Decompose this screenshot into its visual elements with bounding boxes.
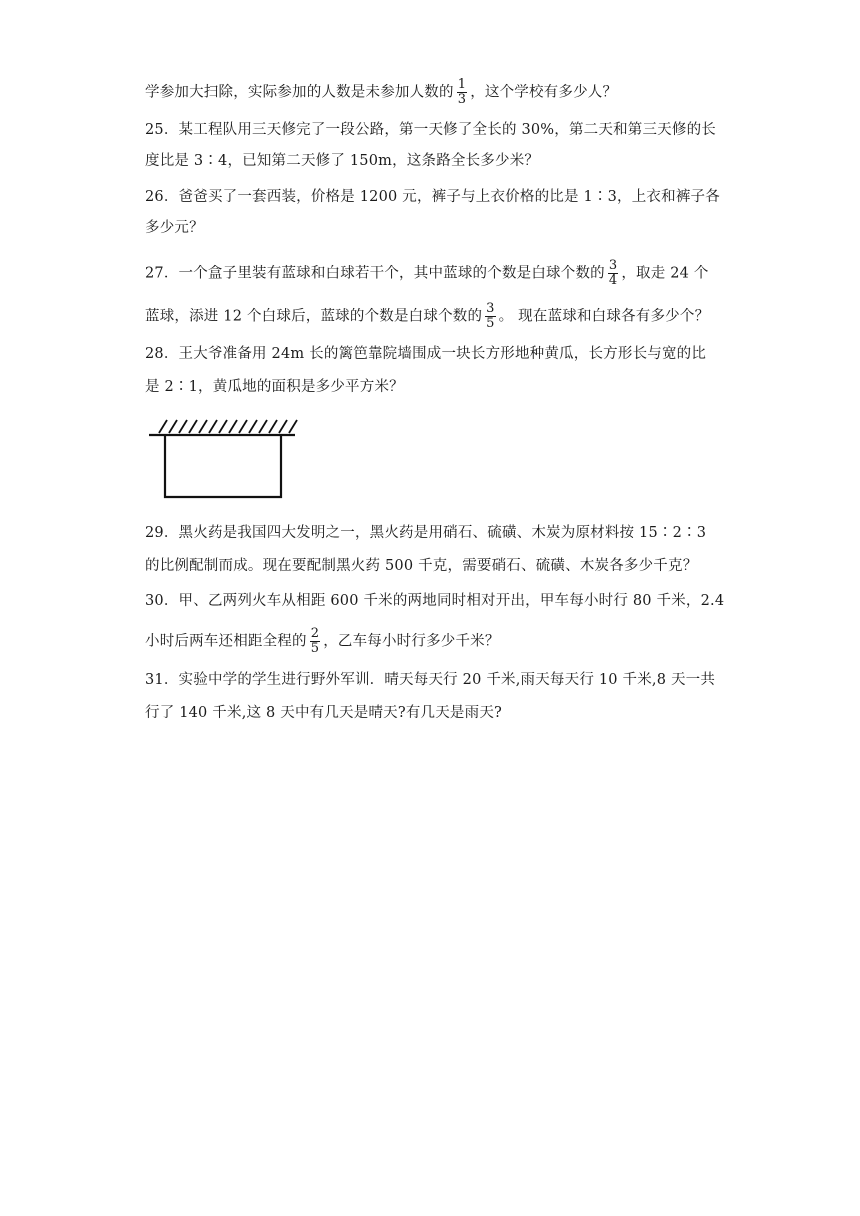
problem-30-line-1: 30．甲、乙两列火车从相距 600 千米的两地同时相对开出，甲车每小时行 80 千米，2.4	[145, 593, 725, 609]
problem-30-line-2: 小时后两车还相距全程的 $\frac{2}{5}$ ，乙车每小时行多少千米？	[145, 626, 500, 656]
fence-rectangle	[165, 435, 281, 497]
problem-24-continuation	[145, 78, 617, 107]
problem-27-line-2: 蓝球，添进 12 个白球后，蓝球的个数是白球个数的 $\frac{3}{5}$ 。 现在蓝球和白球各有多少个？	[145, 301, 710, 331]
problem-31-line-2: 行了 140 千米,这 8 天中有几天是晴天?有几天是雨天?	[145, 705, 502, 721]
problem-25-line-2: 度比是 3∶4，已知第二天修了 150m，这条路全长多少米？	[145, 153, 540, 169]
problem-28-line-1: 28．王大爷准备用 24m 长的篱笆靠院墙围成一块长方形地种黄瓜，长方形长与宽的比	[145, 346, 707, 362]
fraction-one-third: $\frac{1}{3}$	[457, 77, 467, 107]
problem-28-line-2: 是 2∶1，黄瓜地的面积是多少平方米？	[145, 379, 404, 395]
wall-hatching	[159, 420, 297, 433]
text: 学参加大扫除，实际参加的人数是未参加人数的	[145, 84, 454, 101]
fraction-two-fifths: $\frac{2}{5}$	[310, 626, 320, 656]
fence-wall-diagram	[145, 415, 300, 505]
fraction-three-fifths: $\frac{3}{5}$	[486, 301, 495, 331]
problem-27-line-1: 27．一个盒子里装有蓝球和白球若干个，其中蓝球的个数是白球个数的 $\frac{3}{4}$ ，取走 24 个	[145, 258, 709, 288]
problem-31-line-1: 31．实验中学的学生进行野外军训．晴天每天行 20 千米,雨天每天行 10 千米,8 天一共	[145, 672, 716, 688]
problem-26-line-2: 多少元？	[145, 220, 204, 236]
text: ，这个学校有多少人？	[470, 84, 618, 101]
problem-26-line-1: 26．爸爸买了一套西装，价格是 1200 元，裤子与上衣价格的比是 1∶3，上衣和裤子各	[145, 189, 720, 205]
problem-29-line-1: 29．黑火药是我国四大发明之一，黑火药是用硝石、硫磺、木炭为原材料按 15∶2∶3	[145, 525, 707, 541]
fraction-three-quarters: $\frac{3}{4}$	[608, 258, 618, 288]
problem-25-line-1: 25．某工程队用三天修完了一段公路，第一天修了全长的 30%，第二天和第三天修的长	[145, 122, 716, 138]
problem-29-line-2: 的比例配制而成。现在要配制黑火药 500 千克，需要硝石、硫磺、木炭各多少千克？	[145, 558, 698, 574]
